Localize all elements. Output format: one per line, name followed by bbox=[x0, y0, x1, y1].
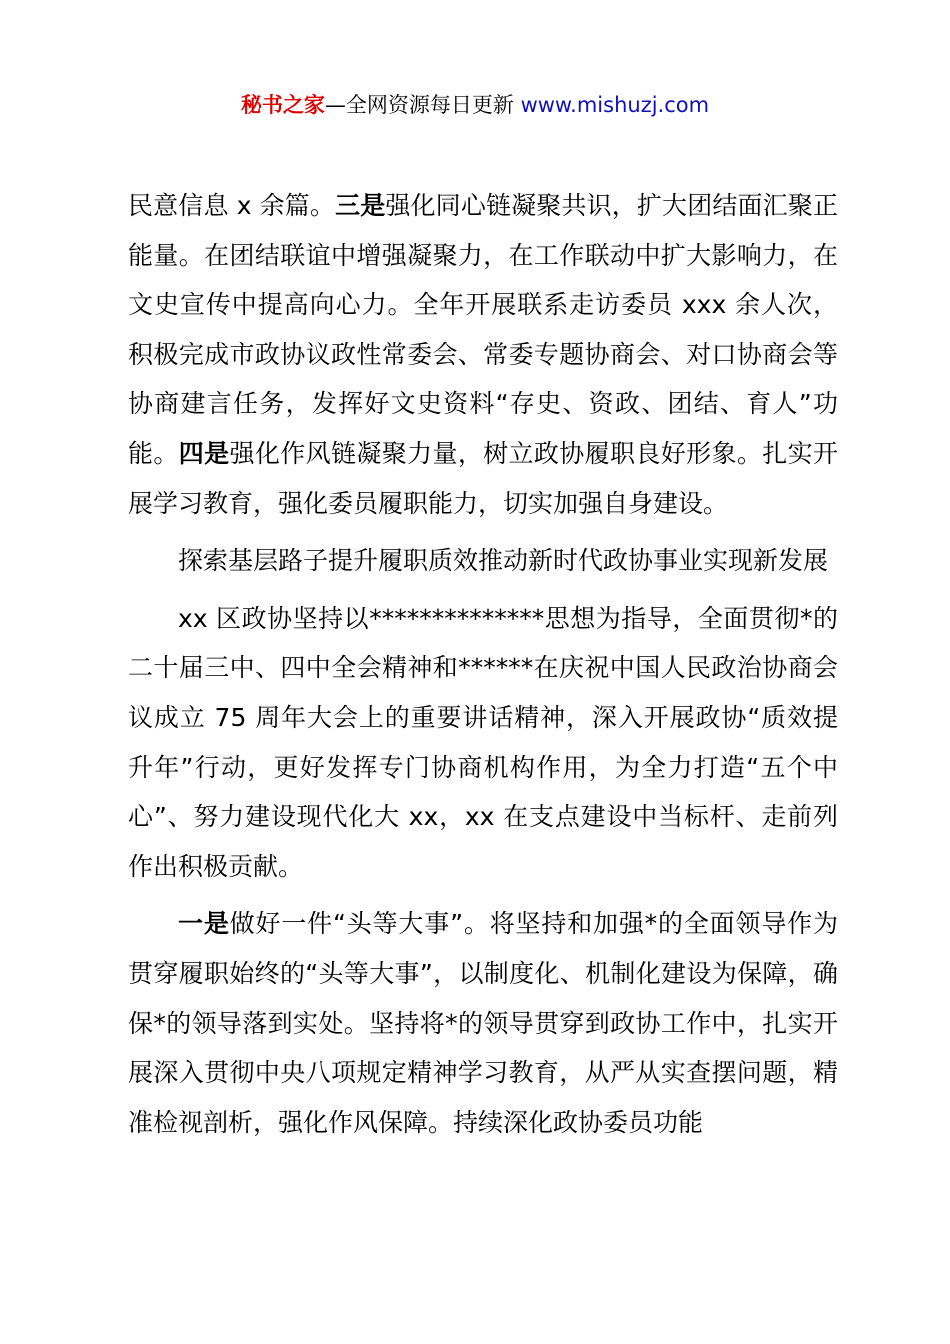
paragraph-text: 强化同心链凝聚共识，扩大团结面汇聚正能量。在团结联谊中增强凝聚力，在工作联动中扩大影响力，在文史宣传中提高向心力。全年开展联系走访委员 xxx 余人次，积极完成市政协议政性常委会、常委专题协商会、对口协商会等协商建言任务，发挥好文史资料“存史、资政、团结、育人”功能。 bbox=[128, 191, 838, 468]
brand-name: 秘书之家 bbox=[240, 93, 325, 117]
document-body bbox=[128, 181, 838, 1147]
paragraph-text: 民意信息 x 余篇。 bbox=[128, 191, 336, 220]
header-tagline: —全网资源每日更新 bbox=[324, 93, 521, 117]
paragraph-intro: xx 区政协坚持以**************思想为指导，全面贯彻*的二十届三中、四中全会精神和******在庆祝中国人民政治协商会议成立 75 周年大会上的重要讲话精神，深入开展政协“质效提升年”行动，更好发挥专门协商机构作用，为全力打造“五个中心”、努力建设现代化大 xx，xx 在支点建设中当标杆、走前列作出积极贡献。 bbox=[128, 603, 838, 881]
paragraph-text: 做好一件“头等大事”。将坚持和加强*的全面领导作为贯穿履职始终的“头等大事”，以制度化、机制化建设为保障，确保*的领导落到实处。坚持将*的领导贯穿到政协工作中，扎实开展深入贯彻中央八项规定精神学习教育，从严从实查摆问题，精准检视剖析，强化作风保障。持续深化政协委员功能 bbox=[128, 909, 838, 1137]
lead-phrase-four: 四是 bbox=[178, 438, 230, 468]
paragraph-text: 强化作风链凝聚力量，树立政协履职良好形象。扎实开展学习教育，强化委员履职能力，切实加强自身建设。 bbox=[128, 438, 838, 518]
lead-phrase-one: 一是 bbox=[178, 909, 230, 939]
site-url-link[interactable]: www.mishuzj.com bbox=[520, 93, 710, 117]
paragraph-point-one bbox=[128, 899, 838, 1147]
paragraph-continued bbox=[128, 181, 838, 528]
page-header bbox=[0, 88, 950, 122]
section-title: 探索基层路子提升履职质效推动新时代政协事业实现新发展 bbox=[178, 546, 829, 576]
lead-phrase-three: 三是 bbox=[335, 191, 386, 220]
